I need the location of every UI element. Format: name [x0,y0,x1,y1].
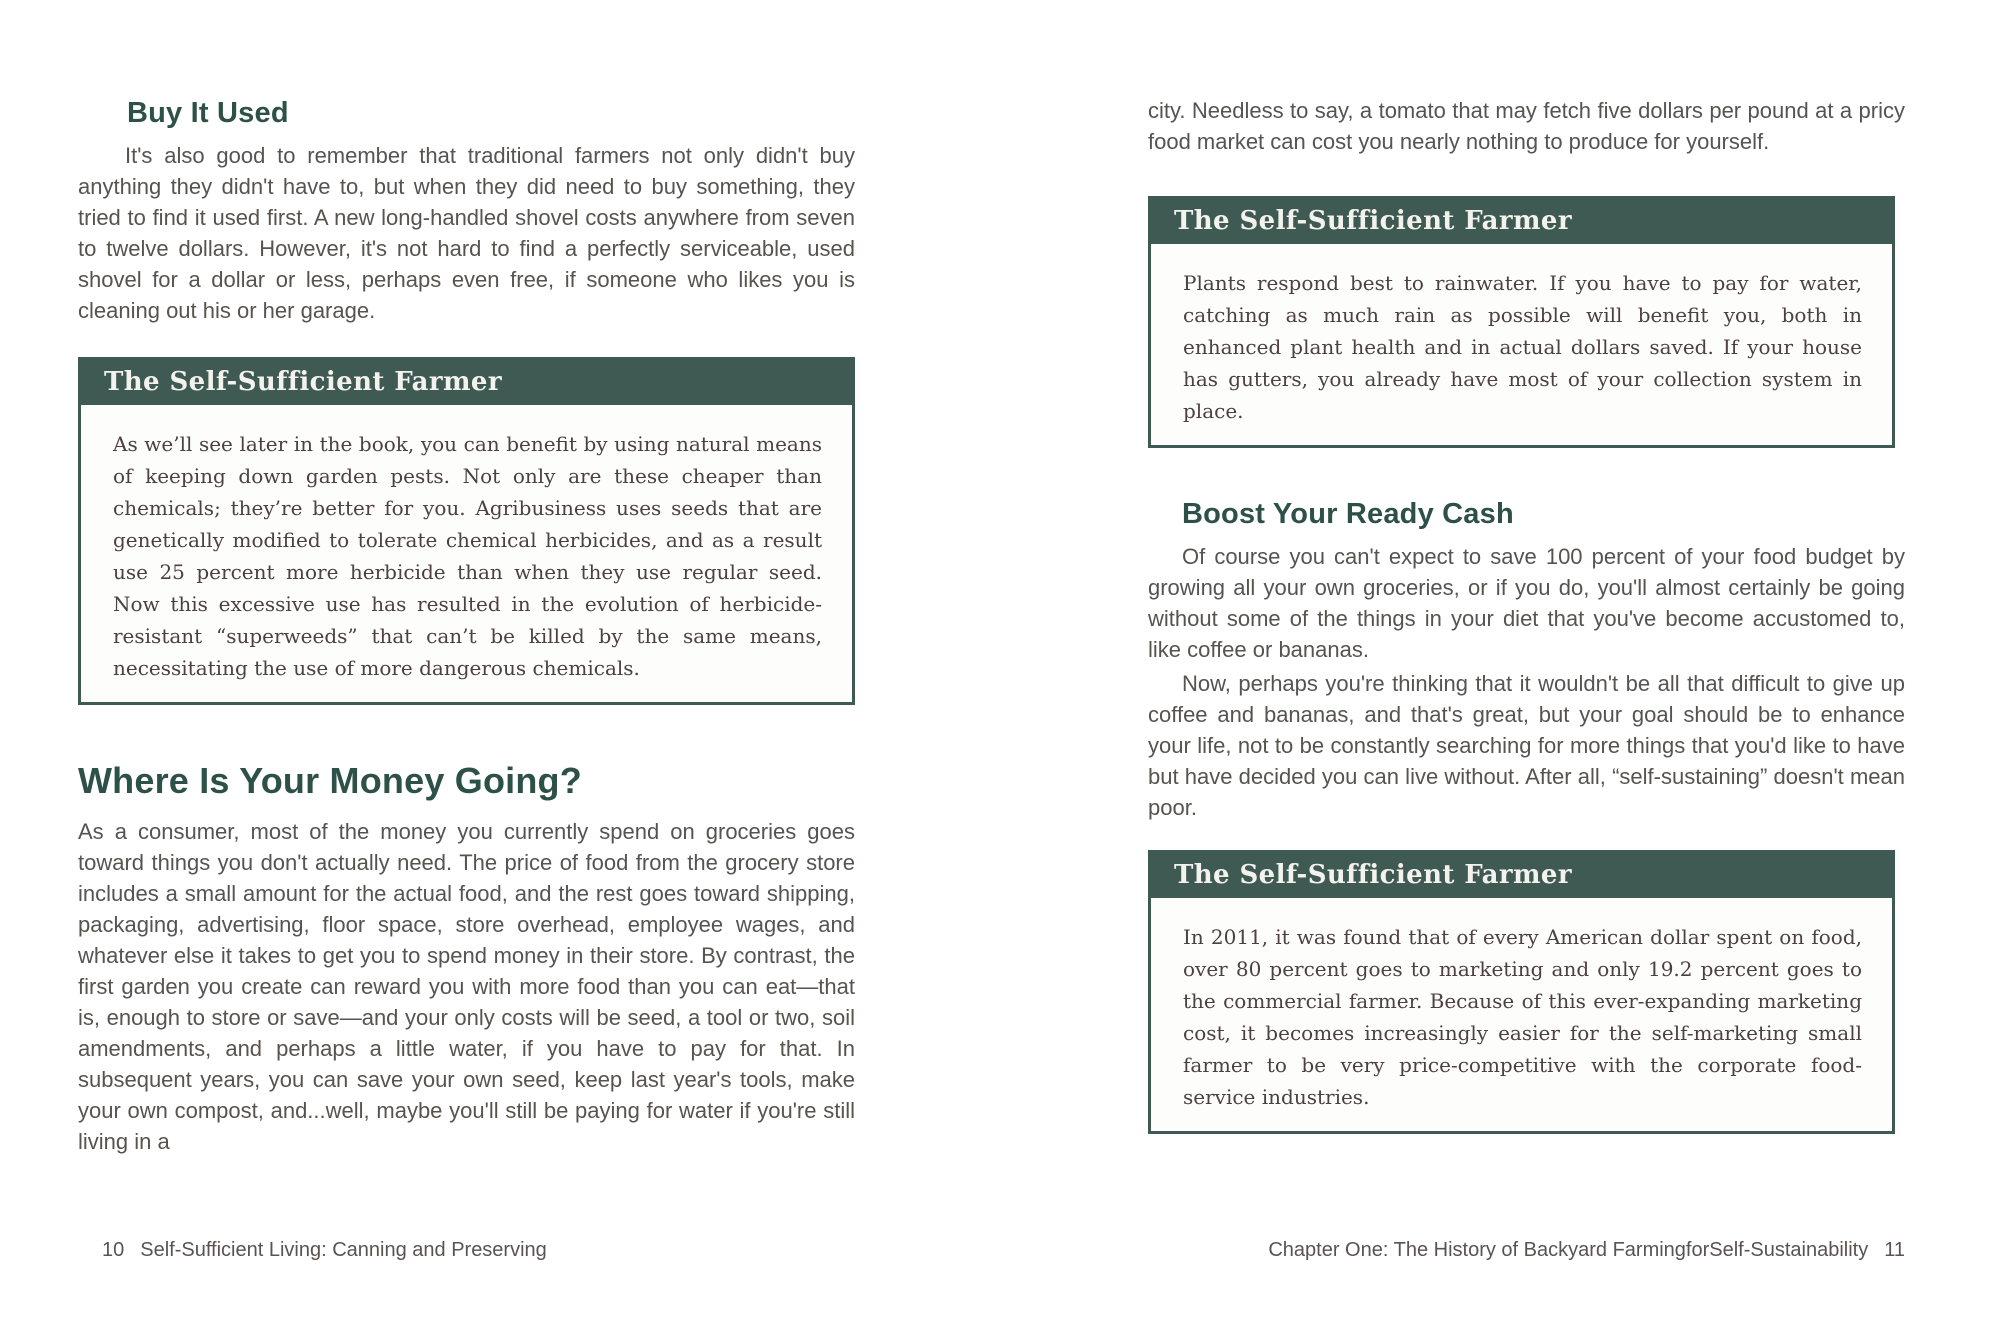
right-page [1000,0,2000,1333]
paragraph-money-going: As a consumer, most of the money you currently spend on groceries goes toward things you don't actually need. The price of food from the grocery store includes a small amount for the actual food, and the rest goes toward shipping, packaging, advertising, floor space, store overhead, employee wages, and whatever else it takes to get you to spend money in their store. By contrast, the first garden you create can reward you with more food than you can eat—that is, enough to store or save—and your only costs will be seed, a tool or two, soil amendments, and perhaps a little water, if you have to pay for that. In subsequent years, you can save your own seed, keep last year's tools, make your own compost, and...well, maybe you'll still be paying for water if you're still living in a [78,819,855,1154]
callout-header [80,359,853,405]
page-footer-right [1268,1238,1905,1262]
callout-body: In 2011, it was found that of every American dollar spent on food, over 80 percent goes to marketing and only 19.2 percent goes to the commercial farmer. Because of this ever-expanding marketing cost, it becomes increasingly easier for the self-marketing small farmer to be very price-competitive with the corporate food-service industries. [1183,925,1862,1109]
footer-chapter-title: Chapter One: The History of Backyard FarmingforSelf-Sustainability [1268,1239,1869,1261]
paragraph-ready-cash-1: Of course you can't expect to save 100 percent of your food budget by growing all your own groceries, or if you do, you'll almost certainly be going without some of the things in your diet that you've become accustomed to, like coffee or bananas. [1148,544,1905,662]
page-number: 10 [102,1239,125,1261]
section-heading-buy-it-used: Buy It Used [127,97,289,129]
callout-body: Plants respond best to rainwater. If you have to pay for water, catching as much rain as possible will benefit you, both in enhanced plant health and in actual dollars saved. If your house has gutters, you already have most of your collection system in place. [1183,271,1862,423]
callout-box-natural-pest [78,357,855,705]
chapter-section-heading-money: Where Is Your Money Going? [78,760,582,801]
paragraph-ready-cash-2: Now, perhaps you're thinking that it wouldn't be all that difficult to give up coffee and bananas, and that's great, but your goal should be to enhance your life, not to be constantly searching for more things that you'd like to have but have decided you can live without. After all, “self-sustaining” doesn't mean poor. [1148,671,1905,820]
callout-title: The Self-Sufficient Farmer [1174,206,1572,236]
callout-header [1150,198,1893,244]
paragraph-buy-it-used: It's also good to remember that traditional farmers not only didn't buy anything they didn't have to, but when they did need to buy something, they tried to find it used first. A new long-handled shovel costs anywhere from seven to twelve dollars. However, it's not hard to find a perfectly serviceable, used shovel for a dollar or less, perhaps even free, if someone who likes you is cleaning out his or her garage. [78,143,855,323]
page-number: 11 [1884,1239,1905,1261]
callout-body: As we’ll see later in the book, you can benefit by using natural means of keeping down garden pests. Not only are these cheaper than chemicals; they’re better for you. Agribusiness uses seeds that are genetically modified to tolerate chemical herbicides, and as a result use 25 percent more herbicide than when they use regular seed. Now this excessive use has resulted in the evolution of herbicide-resistant “superweeds” that can’t be killed by the same means, necessitating the use of more dangerous chemicals. [113,432,822,680]
callout-box-food-dollar [1148,850,1895,1134]
section-heading-ready-cash: Boost Your Ready Cash [1182,498,1514,530]
page-footer-left [102,1238,547,1262]
paragraph-city-continuation: city. Needless to say, a tomato that may fetch five dollars per pound at a pricy food market can cost you nearly nothing to produce for yourself. [1148,98,1905,154]
callout-box-rainwater [1148,196,1895,448]
callout-title: The Self-Sufficient Farmer [1174,860,1572,890]
footer-book-title: Self-Sufficient Living: Canning and Preserving [140,1239,547,1261]
callout-header [1150,852,1893,898]
callout-title: The Self-Sufficient Farmer [104,367,502,397]
